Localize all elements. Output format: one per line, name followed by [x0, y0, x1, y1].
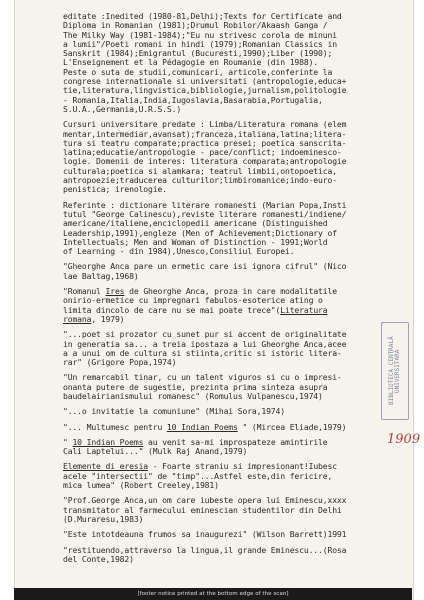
- paragraph: [63, 201, 391, 257]
- paragraph: [63, 407, 391, 416]
- text-line: "Este intotdeauna frumos sa inaugurezi" (Wilson Barrett)1991: [63, 530, 347, 540]
- paragraph: [63, 423, 391, 432]
- text-line: onirio-ermetice cu impregnari fabulos-esoterice ating o: [63, 296, 323, 306]
- text-line: "Romanul Ires de Gheorghe Anca, proza in care modalitatile: [63, 287, 337, 297]
- text-line: rar" (Grigore Popa,1974): [63, 358, 177, 368]
- text-line: transmitator al farmecului eminescian studentilor din Delhi: [63, 505, 342, 515]
- scanned-page: [14, 0, 421, 600]
- text-line: "...o invitatie la comuniune" (Mihai Sora,1974): [63, 407, 285, 417]
- text-line: Sanskrit (1984);Emigrantul (Bucuresti,1990);Liber (1990);: [63, 49, 333, 59]
- paragraph: [63, 120, 391, 194]
- text-line: Cali Laptelui..." (Mulk Raj Anand,1979): [63, 447, 248, 457]
- text-line: americane/italiene,enciclopedii americane (Distinguished: [63, 219, 328, 229]
- text-line: lae Baltag,1968): [63, 271, 139, 281]
- paragraph: [63, 546, 391, 565]
- text-line: mica lumea" (Robert Creeley,1981): [63, 481, 219, 491]
- text-line: latina;educatie/antropologie - pace/conflict; indoeminesco-: [63, 148, 342, 158]
- text-line: Elemente di eresia - Foarte straniu si impresionant!Iubesc: [63, 462, 337, 472]
- paragraph: [63, 12, 391, 114]
- text-line: tutul "George Calinescu),reviste literare romanesti/indiene/: [63, 209, 347, 219]
- text-line: L'Enseignement et la Pédagogie en Roumanie (din 1988).: [63, 58, 319, 68]
- text-line: editate :Inedited (1980-81,Delhi);Texts for Certificate and: [63, 12, 342, 21]
- paragraph: [63, 496, 391, 524]
- text-line: baudelairianismului romanesc" (Romulus Vulpanescu,1974): [63, 391, 323, 401]
- paragraph: [63, 287, 391, 324]
- paragraph: [63, 530, 391, 539]
- paragraph: [63, 462, 391, 490]
- text-line: "Gheorghe Anca pare un ermetic care isi ignora cifrul" (Nico: [63, 262, 347, 272]
- text-line: tura si teatru comparate;practica presei; poetica sanscrita-: [63, 138, 347, 148]
- text-line: - Romania,Italia,India,Iugoslavia,Basarabia,Portugalia,: [63, 95, 323, 105]
- paragraph: [63, 373, 391, 401]
- text-line: onanta putere de sugestie, prezinta prima sinteza asupra: [63, 382, 328, 392]
- text-line: " 10 Indian Poems au venit sa-mi improspateze amintirile: [63, 437, 328, 447]
- text-line: Peste o suta de studii,comunicari, articole,conferinte la: [63, 67, 333, 77]
- text-line: Diploma in Romanian (1981);Drumul Robilor/Akaash Ganga /: [63, 21, 328, 31]
- paragraph: [63, 330, 391, 367]
- document-body: [63, 12, 391, 564]
- handwritten-page-number: 1909: [387, 432, 421, 447]
- text-line: mentar,intermediar,avansat);franceza,italiana,latina;litera-: [63, 129, 347, 139]
- text-line: "restituendo,attraverso la lingua,il grande Eminescu...(Rosa: [63, 545, 347, 555]
- text-line: The Milky Way (1981-1984);"Eu nu strivesc corola de minuni: [63, 30, 337, 40]
- paragraph: [63, 438, 391, 457]
- text-line: in generatia sa... a treia ipostaza a lui Gheorghe Anca,acee: [63, 339, 347, 349]
- text-line: a a unui om de cultura si stiinta,critic si istoric litera-: [63, 348, 342, 358]
- text-line: a lumii"/Poeti romani in hindi (1979);Romanian Classics in: [63, 39, 337, 49]
- text-line: culturala;poetica si alamkara; teatrul limbii,ontopoetica,: [63, 166, 337, 176]
- text-line: Intellectuals; Men and Woman of Distinction - 1991;World: [63, 237, 328, 247]
- text-line: "Prof.George Anca,un om care iubeste opera lui Eminescu,xxxx: [63, 496, 347, 506]
- text-line: penistica; irenologie.: [63, 185, 167, 195]
- text-line: del Conte,1982): [63, 554, 134, 564]
- library-stamp: BIBLIOTECA CENTRALĂ UNIVERSITARĂ: [381, 322, 409, 420]
- text-line: antropoezie;traducerea culturilor;limbiromanice;indo-euro-: [63, 176, 337, 186]
- text-line: romana, 1979): [63, 314, 125, 324]
- text-line: logie. Domenii de interes: literatura comparata;antropologie: [63, 157, 347, 167]
- text-line: Cursuri universitare predate : Limba/Literatura romana (elem: [63, 120, 347, 130]
- text-line: Leadership,1991),engleze (Men of Achievement;Dictionary of: [63, 228, 337, 238]
- text-line: "Un remarcabil tinar, cu un talent viguros si cu o impresi-: [63, 373, 342, 383]
- text-line: limita dincolo de care nu se mai poate trece"(Literatura: [63, 305, 328, 315]
- text-line: "... Multumesc pentru 10 Indian Poems " (Mircea Eliade,1979): [63, 422, 347, 432]
- text-line: congrese internationale si universitati (antropologie,educa+: [63, 77, 347, 87]
- text-line: Referinte : dictionare literare romanesti (Marian Popa,Insti: [63, 200, 347, 210]
- text-line: tie,literatura,lingvistica,bibliologie,jurnalism,politologie: [63, 86, 347, 96]
- text-line: acele "intersectii" de "timp"...Astfel este,din fericire,: [63, 471, 333, 481]
- text-line: of Learning - din 1984),Unesco,Consiliul Europei.: [63, 247, 295, 257]
- footer-notice: [footer notice printed at the bottom edge of the scan]: [14, 588, 412, 600]
- text-line: (D.Muraresu,1983): [63, 514, 144, 524]
- paragraph: [63, 262, 391, 281]
- text-line: "...poet si prozator cu sunet pur si accent de originalitate: [63, 330, 347, 340]
- text-line: S.U.A.,Germania,U.R.S.S.): [63, 104, 182, 114]
